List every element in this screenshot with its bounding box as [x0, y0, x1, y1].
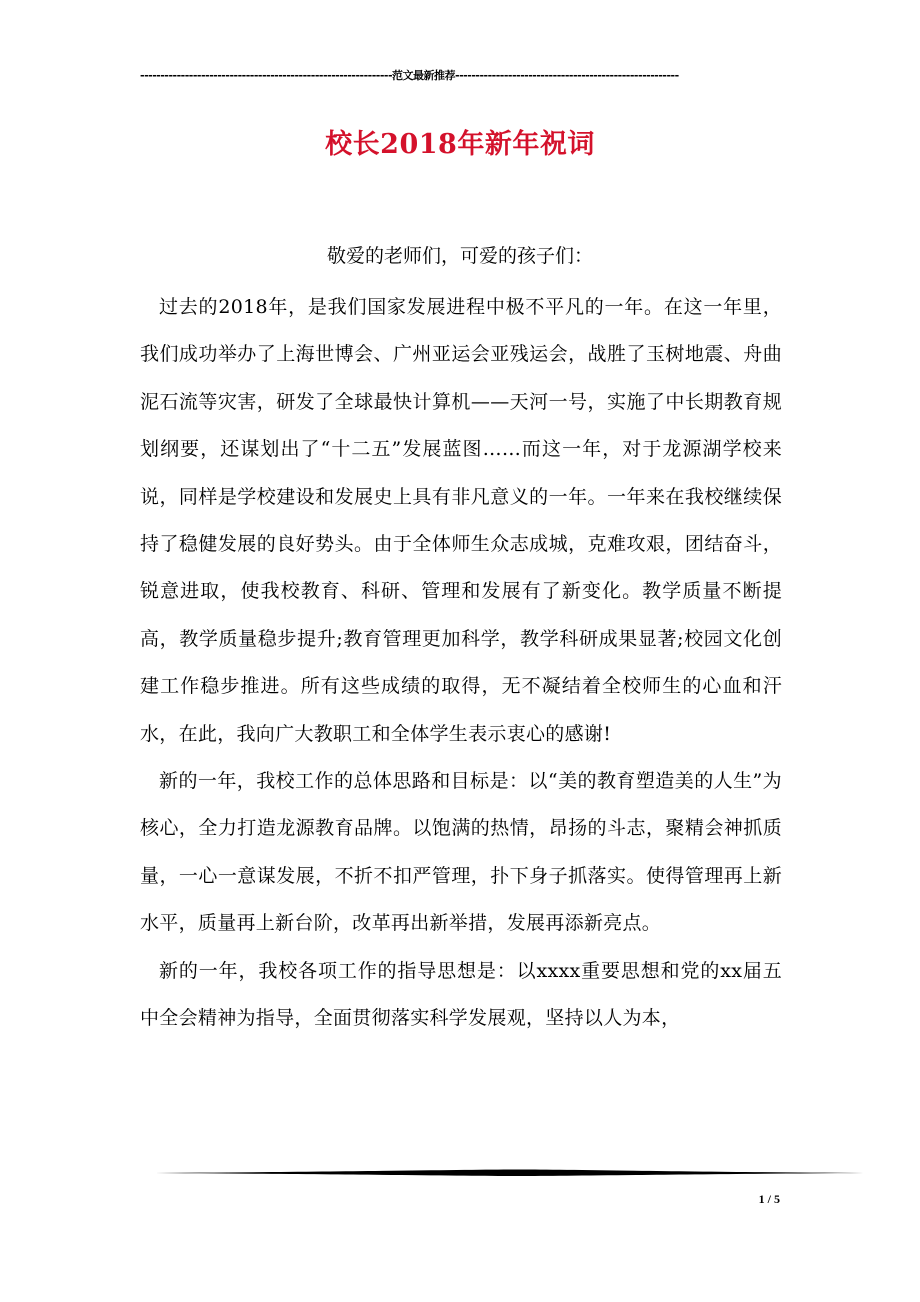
footer-rule	[140, 1168, 864, 1176]
paragraph-2: 新的一年，我校工作的总体思路和目标是：以“美的教育塑造美的人生”为核心，全力打造龙源教育品牌。以饱满的热情，昂扬的斗志，聚精会神抓质量，一心一意谋发展，不折不扣严管理，扑下身子抓落实。使得管理再上新水平，质量再上新台阶，改革再出新举措，发展再添新亮点。	[140, 770, 782, 935]
page-number: 1 / 5	[758, 1192, 780, 1206]
paragraph-1: 过去的2018年，是我们国家发展进程中极不平凡的一年。在这一年里，我们成功举办了上海世博会、广州亚运会亚残运会，战胜了玉树地震、舟曲泥石流等灾害，研发了全球最快计算机——天河一号，实施了中长期教育规划纲要，还谋划出了“十二五”发展蓝图……而这一年，对于龙源湖学校来说，同样是学校建设和发展史上具有非凡意义的一年。一年来在我校继续保持了稳健发展的良好势头。由于全体师生众志成城，克难攻艰，团结奋斗，锐意进取，使我校教育、科研、管理和发展有了新变化。教学质量不断提高，教学质量稳步提升;教育管理更加科学，教学科研成果显著;校园文化创建工作稳步推进。所有这些成绩的取得，无不凝结着全校师生的心血和汗水，在此，我向广大教职工和全体学生表示衷心的感谢!	[140, 296, 782, 745]
paragraph-3: 新的一年，我校各项工作的指导思想是：以xxxx重要思想和党的xx届五中全会精神为指导，全面贯彻落实科学发展观，坚持以人为本，	[140, 959, 782, 1030]
document-body	[140, 284, 782, 1043]
header-banner: --------------------------------------------------------------范文最新推荐-------------------------------------------------------	[140, 69, 679, 82]
greeting: 敬爱的老师们，可爱的孩子们：	[326, 245, 593, 267]
document-title: 校长2018年新年祝词	[325, 129, 595, 160]
